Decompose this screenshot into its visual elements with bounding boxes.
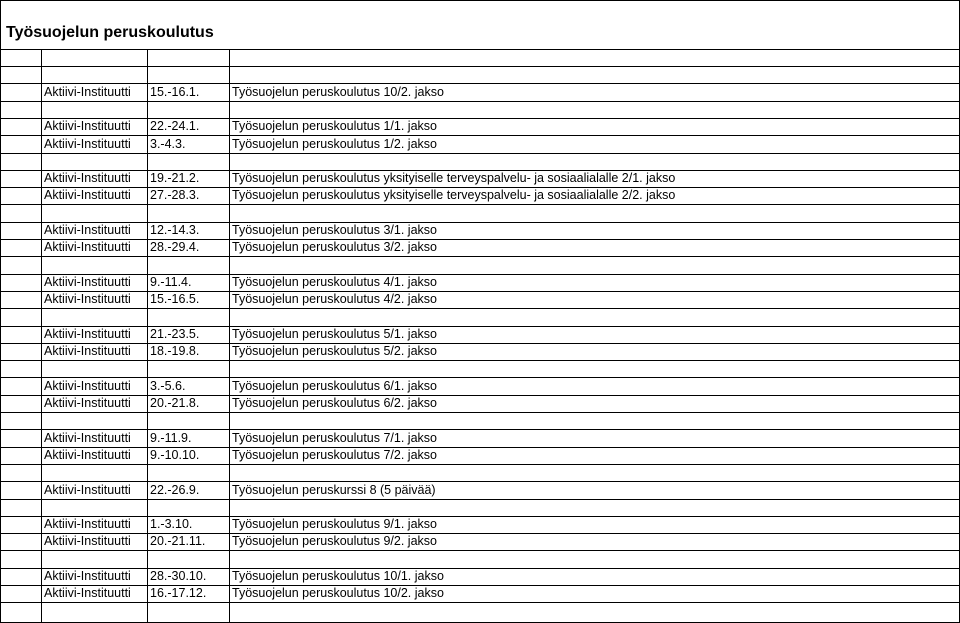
row-lead-cell[interactable] bbox=[0, 66, 41, 83]
grid-hline bbox=[0, 499, 960, 500]
org-cell[interactable]: Aktiivi-Instituutti bbox=[44, 517, 131, 532]
table-row bbox=[0, 256, 960, 273]
org-cell[interactable]: Aktiivi-Instituutti bbox=[44, 396, 131, 411]
table-row bbox=[0, 481, 960, 498]
course-cell[interactable]: Työsuojelun peruskoulutus 10/2. jakso bbox=[232, 586, 444, 601]
course-cell[interactable] bbox=[229, 256, 960, 273]
row-lead-cell[interactable] bbox=[0, 429, 41, 446]
grid-hline bbox=[0, 602, 960, 603]
course-cell[interactable] bbox=[229, 308, 960, 325]
date-cell[interactable]: 9.-11.9. bbox=[150, 430, 192, 445]
grid-hline bbox=[0, 187, 960, 188]
date-cell[interactable] bbox=[147, 360, 229, 377]
course-cell[interactable] bbox=[229, 464, 960, 481]
grid-hline bbox=[0, 395, 960, 396]
sheet-title[interactable]: Työsuojelun peruskoulutus bbox=[6, 24, 214, 41]
date-cell[interactable] bbox=[147, 412, 229, 429]
org-cell[interactable]: Aktiivi-Instituutti bbox=[44, 326, 131, 341]
row-lead-cell[interactable] bbox=[0, 135, 41, 152]
org-cell[interactable] bbox=[41, 464, 147, 481]
grid-hline bbox=[0, 222, 960, 223]
date-cell[interactable] bbox=[147, 308, 229, 325]
course-cell[interactable] bbox=[229, 412, 960, 429]
org-cell[interactable] bbox=[41, 360, 147, 377]
row-lead-cell[interactable] bbox=[0, 533, 41, 550]
row-lead-cell[interactable] bbox=[0, 118, 41, 135]
course-cell[interactable]: Työsuojelun peruskoulutus 3/1. jakso bbox=[232, 223, 437, 238]
org-cell[interactable]: Aktiivi-Instituutti bbox=[44, 274, 131, 289]
grid-hline bbox=[0, 585, 960, 586]
course-cell[interactable]: Työsuojelun peruskoulutus yksityiselle terveyspalvelu- ja sosiaalialalle 2/1. jakso bbox=[232, 171, 676, 186]
row-lead-cell[interactable] bbox=[0, 256, 41, 273]
org-cell[interactable]: Aktiivi-Instituutti bbox=[44, 344, 131, 359]
org-cell[interactable] bbox=[41, 101, 147, 118]
grid-hline bbox=[0, 135, 960, 136]
org-cell[interactable]: Aktiivi-Instituutti bbox=[44, 586, 131, 601]
row-lead-cell[interactable] bbox=[0, 222, 41, 239]
row-lead-cell[interactable] bbox=[0, 343, 41, 360]
date-cell[interactable]: 3.-4.3. bbox=[150, 136, 186, 151]
row-lead-cell[interactable] bbox=[0, 377, 41, 394]
row-lead-cell[interactable] bbox=[0, 568, 41, 585]
row-lead-cell[interactable] bbox=[0, 447, 41, 464]
table-row bbox=[0, 568, 960, 585]
date-cell[interactable] bbox=[147, 101, 229, 118]
org-cell[interactable] bbox=[41, 550, 147, 567]
grid-hline bbox=[0, 447, 960, 448]
course-cell[interactable] bbox=[229, 101, 960, 118]
table-row bbox=[0, 550, 960, 567]
grid-hline bbox=[0, 360, 960, 361]
course-cell[interactable]: Työsuojelun peruskoulutus 5/2. jakso bbox=[232, 344, 437, 359]
grid-hline bbox=[0, 550, 960, 551]
row-lead-cell[interactable] bbox=[0, 187, 41, 204]
table-row bbox=[0, 499, 960, 516]
grid-hline bbox=[0, 412, 960, 413]
date-cell[interactable] bbox=[147, 66, 229, 83]
grid-vline bbox=[0, 0, 1, 623]
row-lead-cell[interactable] bbox=[0, 481, 41, 498]
org-cell[interactable]: Aktiivi-Instituutti bbox=[44, 292, 131, 307]
org-cell[interactable] bbox=[41, 412, 147, 429]
table-row bbox=[0, 204, 960, 221]
row-lead-cell[interactable] bbox=[0, 83, 41, 100]
org-cell[interactable] bbox=[41, 204, 147, 221]
course-cell[interactable] bbox=[229, 66, 960, 83]
grid-hline bbox=[0, 481, 960, 482]
course-cell[interactable]: Työsuojelun peruskoulutus 3/2. jakso bbox=[232, 240, 437, 255]
org-cell[interactable] bbox=[41, 66, 147, 83]
course-cell[interactable]: Työsuojelun peruskoulutus 9/1. jakso bbox=[232, 517, 437, 532]
date-cell[interactable]: 28.-29.4. bbox=[150, 240, 200, 255]
table-row bbox=[0, 83, 960, 100]
table-row bbox=[0, 412, 960, 429]
table-row bbox=[0, 326, 960, 343]
course-cell[interactable]: Työsuojelun peruskoulutus 6/2. jakso bbox=[232, 396, 437, 411]
grid-hline bbox=[0, 326, 960, 327]
org-cell[interactable]: Aktiivi-Instituutti bbox=[44, 482, 131, 497]
course-cell[interactable]: Työsuojelun peruskoulutus 4/1. jakso bbox=[232, 274, 437, 289]
grid-hline bbox=[0, 153, 960, 154]
table-row bbox=[0, 429, 960, 446]
course-cell[interactable]: Työsuojelun peruskoulutus 6/1. jakso bbox=[232, 378, 437, 393]
table-row bbox=[0, 377, 960, 394]
row-lead-cell[interactable] bbox=[0, 153, 41, 170]
row-lead-cell[interactable] bbox=[0, 412, 41, 429]
table-row bbox=[0, 291, 960, 308]
grid-hline bbox=[0, 0, 960, 1]
date-cell[interactable] bbox=[147, 256, 229, 273]
date-cell[interactable]: 1.-3.10. bbox=[150, 517, 193, 532]
org-cell[interactable] bbox=[41, 308, 147, 325]
table-row bbox=[0, 533, 960, 550]
table-row bbox=[0, 360, 960, 377]
date-cell[interactable]: 20.-21.11. bbox=[150, 534, 206, 549]
table-row bbox=[0, 516, 960, 533]
grid-hline bbox=[0, 170, 960, 171]
org-cell[interactable]: Aktiivi-Instituutti bbox=[44, 569, 131, 584]
grid-hline bbox=[0, 377, 960, 378]
grid-hline bbox=[0, 66, 960, 67]
date-cell[interactable] bbox=[147, 204, 229, 221]
row-lead-cell[interactable] bbox=[0, 170, 41, 187]
row-lead-cell[interactable] bbox=[0, 326, 41, 343]
date-cell[interactable] bbox=[147, 550, 229, 567]
table-row bbox=[0, 395, 960, 412]
date-cell[interactable]: 9.-10.10. bbox=[150, 447, 200, 462]
table-row bbox=[0, 447, 960, 464]
grid-hline bbox=[0, 118, 960, 119]
row-lead-cell[interactable] bbox=[0, 516, 41, 533]
row-lead-cell[interactable] bbox=[0, 308, 41, 325]
date-cell[interactable]: 19.-21.2. bbox=[150, 171, 200, 186]
course-cell[interactable]: Työsuojelun peruskoulutus 1/2. jakso bbox=[232, 136, 437, 151]
row-lead-cell[interactable] bbox=[0, 550, 41, 567]
table-row bbox=[0, 153, 960, 170]
org-cell[interactable]: Aktiivi-Instituutti bbox=[44, 447, 131, 462]
date-cell[interactable]: 21.-23.5. bbox=[150, 326, 200, 341]
date-cell[interactable]: 16.-17.12. bbox=[150, 586, 207, 601]
table-row bbox=[0, 135, 960, 152]
org-cell[interactable]: Aktiivi-Instituutti bbox=[44, 378, 131, 393]
table-row bbox=[0, 239, 960, 256]
row-lead-cell[interactable] bbox=[0, 101, 41, 118]
table-row bbox=[0, 274, 960, 291]
date-cell[interactable] bbox=[147, 464, 229, 481]
course-cell[interactable] bbox=[229, 153, 960, 170]
course-cell[interactable] bbox=[229, 499, 960, 516]
org-cell[interactable] bbox=[41, 153, 147, 170]
title-row bbox=[0, 0, 960, 66]
table-row bbox=[0, 585, 960, 602]
course-cell[interactable]: Työsuojelun peruskoulutus 7/2. jakso bbox=[232, 447, 437, 462]
row-lead-cell[interactable] bbox=[0, 204, 41, 221]
grid-hline bbox=[0, 516, 960, 517]
org-cell[interactable]: Aktiivi-Instituutti bbox=[44, 240, 131, 255]
course-cell[interactable]: Työsuojelun peruskoulutus yksityiselle terveyspalvelu- ja sosiaalialalle 2/2. jakso bbox=[232, 188, 676, 203]
date-cell[interactable]: 20.-21.8. bbox=[150, 396, 200, 411]
org-cell[interactable]: Aktiivi-Instituutti bbox=[44, 223, 131, 238]
date-cell[interactable]: 18.-19.8. bbox=[150, 344, 200, 359]
table-row bbox=[0, 222, 960, 239]
row-lead-cell[interactable] bbox=[0, 239, 41, 256]
date-cell[interactable]: 12.-14.3. bbox=[150, 223, 200, 238]
course-cell[interactable]: Työsuojelun peruskoulutus 9/2. jakso bbox=[232, 534, 437, 549]
date-cell[interactable]: 22.-24.1. bbox=[150, 119, 200, 134]
org-cell[interactable] bbox=[41, 499, 147, 516]
org-cell[interactable]: Aktiivi-Instituutti bbox=[44, 430, 131, 445]
course-cell[interactable]: Työsuojelun peruskoulutus 1/1. jakso bbox=[232, 119, 437, 134]
row-lead-cell[interactable] bbox=[0, 274, 41, 291]
row-lead-cell[interactable] bbox=[0, 499, 41, 516]
org-cell[interactable]: Aktiivi-Instituutti bbox=[44, 188, 131, 203]
grid-hline bbox=[0, 83, 960, 84]
org-cell[interactable]: Aktiivi-Instituutti bbox=[44, 534, 131, 549]
grid-hline bbox=[0, 256, 960, 257]
date-cell[interactable]: 27.-28.3. bbox=[150, 188, 200, 203]
date-cell[interactable]: 15.-16.1. bbox=[150, 84, 200, 99]
grid-hline bbox=[0, 49, 960, 50]
table-row bbox=[0, 66, 960, 83]
table-row bbox=[0, 308, 960, 325]
course-cell[interactable] bbox=[229, 550, 960, 567]
org-cell[interactable]: Aktiivi-Instituutti bbox=[44, 119, 131, 134]
grid-hline bbox=[0, 291, 960, 292]
date-cell[interactable] bbox=[147, 499, 229, 516]
date-cell[interactable]: 9.-11.4. bbox=[150, 274, 192, 289]
row-lead-cell[interactable] bbox=[0, 395, 41, 412]
grid-hline bbox=[0, 274, 960, 275]
grid-hline bbox=[0, 533, 960, 534]
org-cell[interactable]: Aktiivi-Instituutti bbox=[44, 84, 131, 99]
course-cell[interactable]: Työsuojelun peruskoulutus 5/1. jakso bbox=[232, 326, 437, 341]
table-row bbox=[0, 464, 960, 481]
grid-hline bbox=[0, 464, 960, 465]
grid-hline bbox=[0, 204, 960, 205]
org-cell[interactable]: Aktiivi-Instituutti bbox=[44, 136, 131, 151]
org-cell[interactable]: Aktiivi-Instituutti bbox=[44, 171, 131, 186]
table-row bbox=[0, 118, 960, 135]
grid-hline bbox=[0, 239, 960, 240]
date-cell[interactable]: 15.-16.5. bbox=[150, 292, 200, 307]
row-lead-cell[interactable] bbox=[0, 360, 41, 377]
table-row bbox=[0, 101, 960, 118]
grid-hline bbox=[0, 101, 960, 102]
date-cell[interactable]: 28.-30.10. bbox=[150, 569, 207, 584]
table-row bbox=[0, 343, 960, 360]
date-cell[interactable]: 22.-26.9. bbox=[150, 482, 200, 497]
row-lead-cell[interactable] bbox=[0, 585, 41, 602]
grid-hline bbox=[0, 343, 960, 344]
course-cell[interactable]: Työsuojelun peruskoulutus 7/1. jakso bbox=[232, 430, 437, 445]
course-cell[interactable]: Työsuojelun peruskoulutus 4/2. jakso bbox=[232, 292, 437, 307]
row-lead-cell[interactable] bbox=[0, 464, 41, 481]
course-cell[interactable]: Työsuojelun peruskurssi 8 (5 päivää) bbox=[232, 482, 436, 497]
table-row bbox=[0, 187, 960, 204]
grid-hline bbox=[0, 429, 960, 430]
date-cell[interactable] bbox=[147, 153, 229, 170]
course-cell[interactable] bbox=[229, 360, 960, 377]
date-cell[interactable]: 3.-5.6. bbox=[150, 378, 186, 393]
course-cell[interactable]: Työsuojelun peruskoulutus 10/1. jakso bbox=[232, 569, 444, 584]
org-cell[interactable] bbox=[41, 256, 147, 273]
grid-hline bbox=[0, 568, 960, 569]
table-row bbox=[0, 170, 960, 187]
grid-hline bbox=[0, 308, 960, 309]
row-lead-cell[interactable] bbox=[0, 291, 41, 308]
course-cell[interactable] bbox=[229, 204, 960, 221]
course-cell[interactable]: Työsuojelun peruskoulutus 10/2. jakso bbox=[232, 84, 444, 99]
